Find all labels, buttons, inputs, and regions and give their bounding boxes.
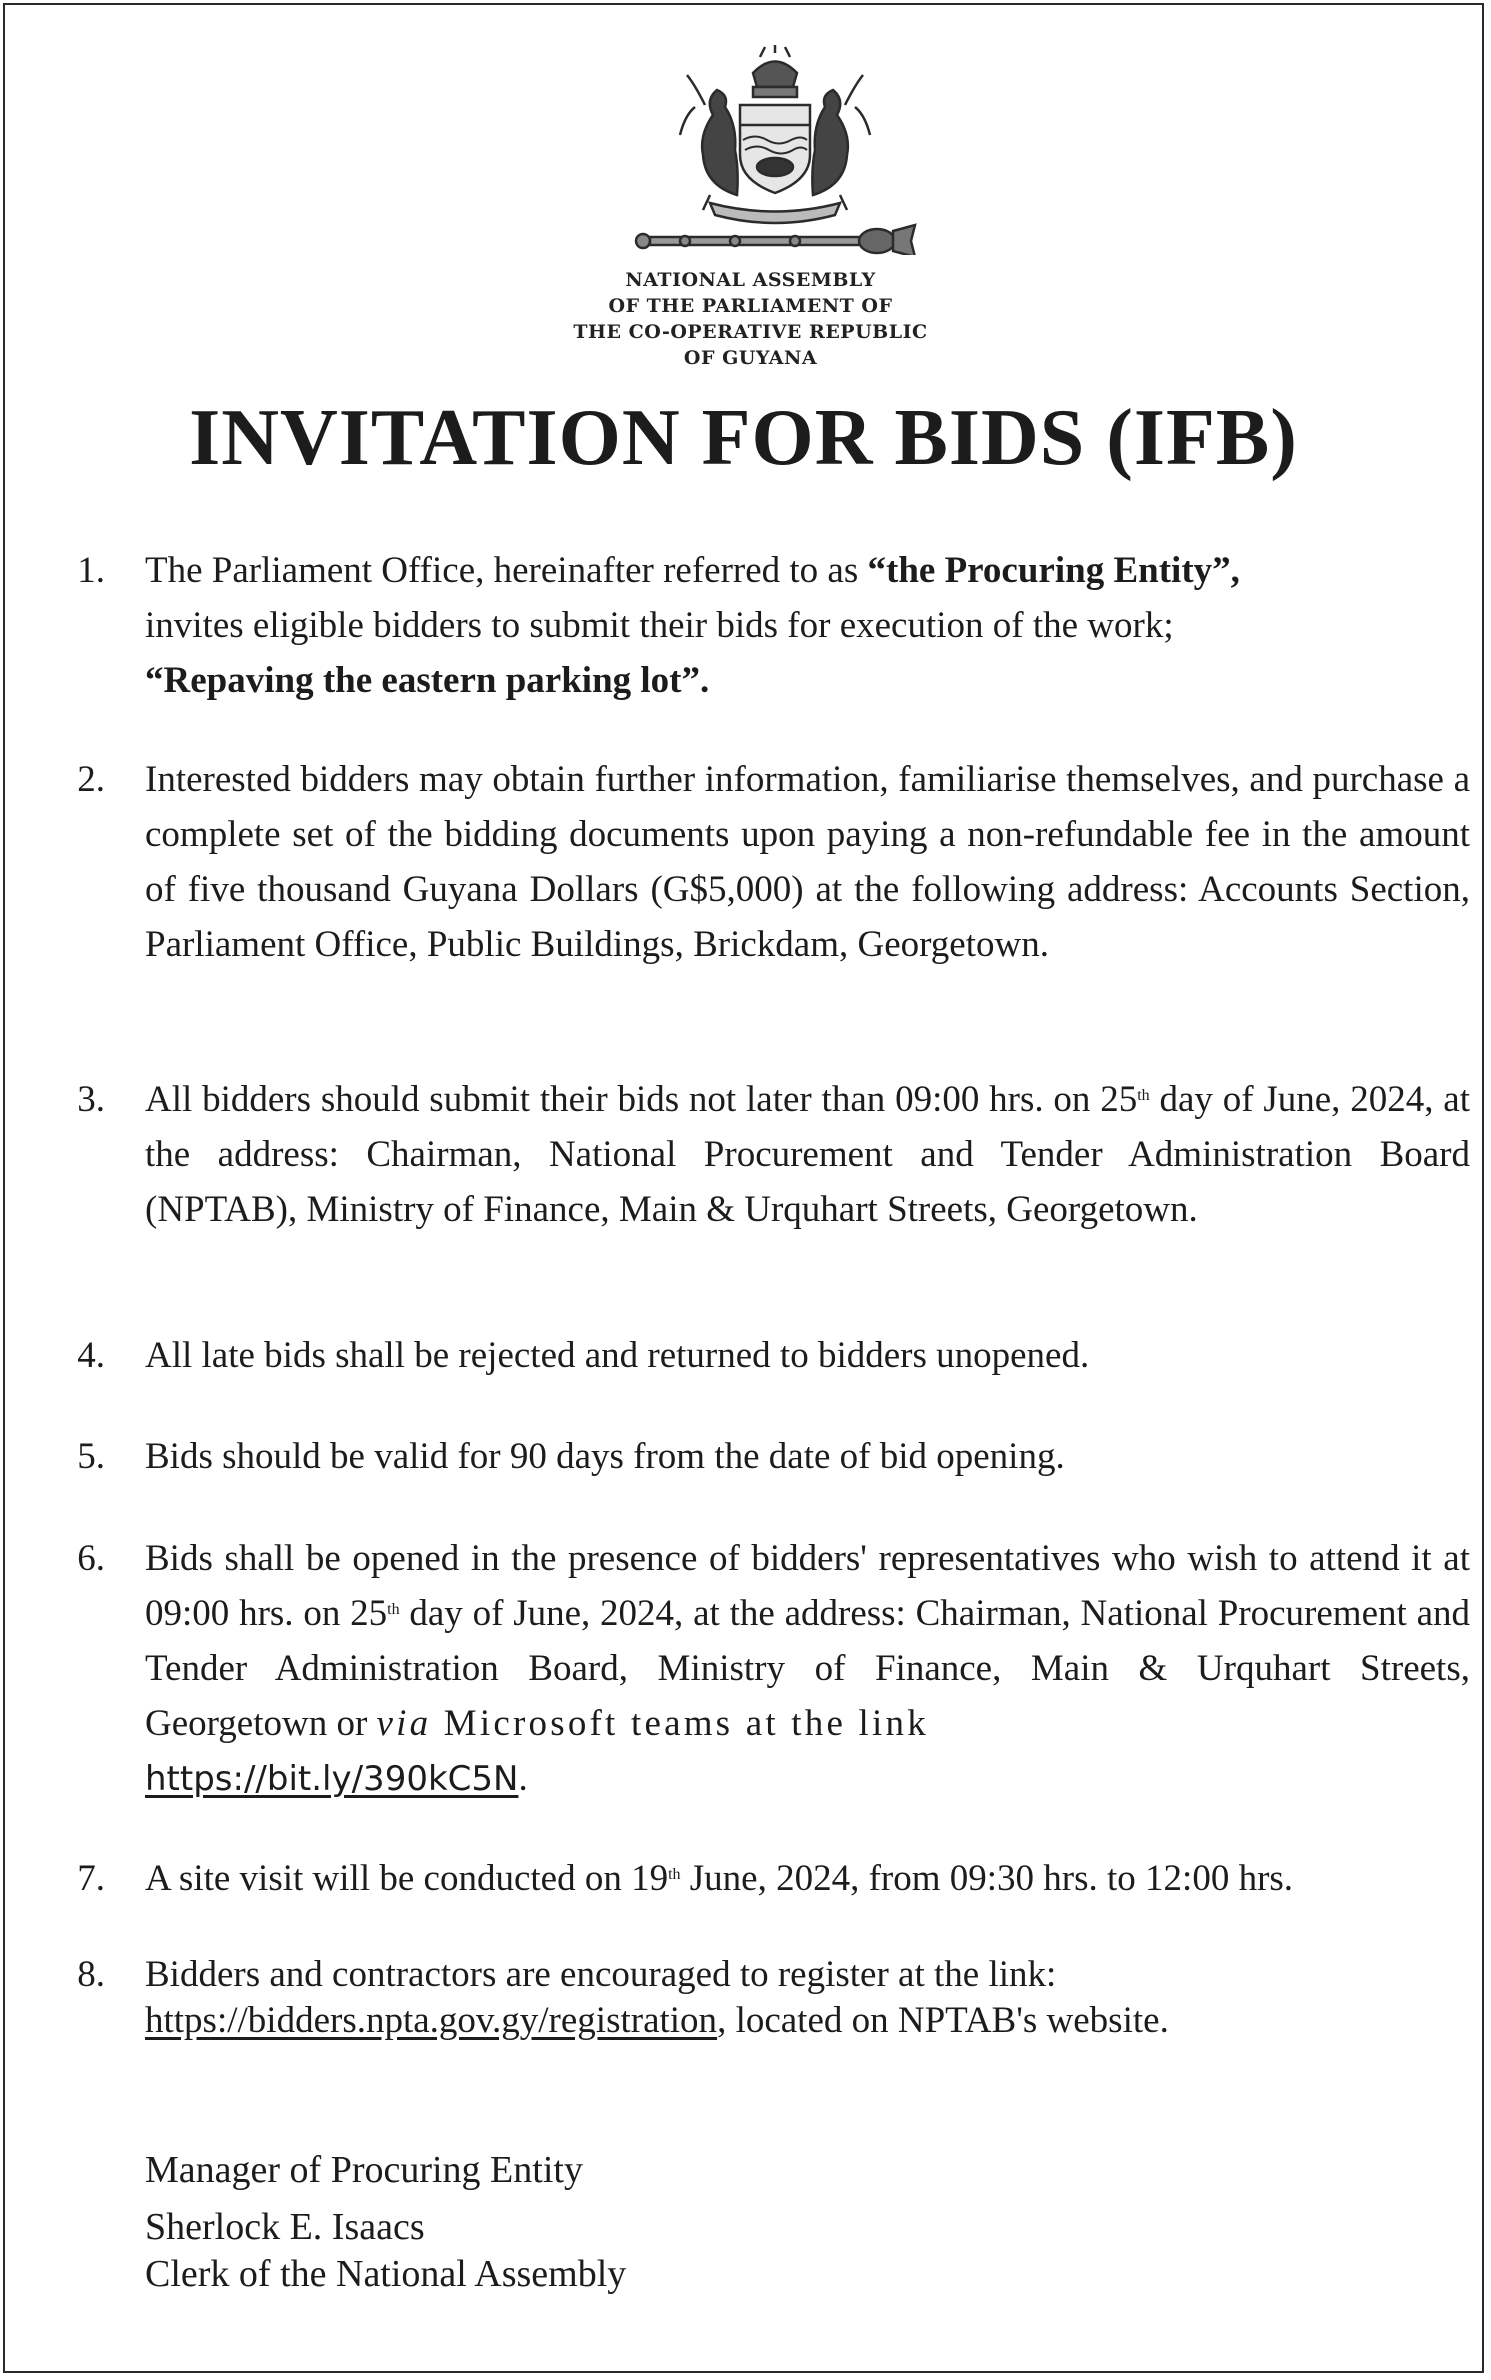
teams-link[interactable]: https://bit.ly/390kC5N	[145, 1759, 519, 1799]
item-text-part: The Parliament Office, hereinafter referred to as	[145, 550, 868, 591]
notice-frame	[3, 3, 1484, 2373]
item-text: Bids should be valid for 90 days from the date of bid opening.	[145, 1436, 1065, 1477]
item-text-part: Microsoft teams at the link	[431, 1703, 929, 1744]
item-text-part: A site visit will be conducted on 19	[145, 1858, 669, 1899]
item-text-part: June, 2024, from 09:30 hrs. to 12:00 hrs.	[680, 1858, 1294, 1899]
item-number: 6.	[77, 1538, 105, 1579]
item-text-part: .	[518, 1758, 528, 1799]
procuring-entity-term: “the Procuring Entity”,	[867, 550, 1240, 591]
item-number: 1.	[77, 550, 105, 591]
registration-link[interactable]: https://bidders.npta.gov.gy/registration	[145, 2000, 718, 2041]
assembly-line: THE CO-OPERATIVE REPUBLIC	[573, 321, 928, 343]
item-text-part: Bids shall be opened in the presence of bidders' representatives who wish to attend it at 09:00 hrs. on 25	[145, 1538, 1470, 1634]
item-text	[145, 1531, 1470, 1807]
item-text	[145, 1851, 1470, 1906]
ordinal-suffix: th	[668, 1866, 681, 1883]
item-text-part: All bidders should submit their bids not later than 09:00 hrs. on 25	[145, 1079, 1138, 1120]
item-text-part: , located on NPTAB's website.	[717, 2000, 1169, 2041]
assembly-line: OF GUYANA	[683, 347, 818, 369]
item-text	[145, 543, 1470, 708]
signature-position: Clerk of the National Assembly	[145, 2253, 627, 2295]
item-text-part: Bidders and contractors are encouraged to register at the link:	[145, 1954, 1057, 1995]
work-title: “Repaving the eastern parking lot”.	[145, 660, 710, 701]
item-text	[145, 1072, 1470, 1237]
item-text-part: invites eligible bidders to submit their bids for execution of the work;	[145, 605, 1174, 646]
item-text-part: day of June, 2024, at the address: Chairman, National Procurement and Tender Administration Board, Ministry of Finance, Main & Urquhart Streets, Georgetown or	[145, 1593, 1470, 1744]
item-number: 4.	[77, 1335, 105, 1376]
via-word: via	[376, 1703, 432, 1744]
signature-name: Sherlock E. Isaacs	[145, 2206, 425, 2248]
assembly-heading	[565, 267, 936, 371]
coat-of-arms-emblem	[625, 45, 925, 255]
item-number: 3.	[77, 1079, 105, 1120]
item-number: 8.	[77, 1954, 105, 1995]
item-text: Interested bidders may obtain further information, familiarise themselves, and purchase a complete set of the bidding documents upon paying a non-refundable fee in the amount of five thousand Guyana Dollars (G$5,000) at the following address: Accounts Section, Parliament Office, Public Buildings, Brickdam, Georgetown.	[145, 759, 1470, 965]
item-text: All late bids shall be rejected and returned to bidders unopened.	[145, 1335, 1090, 1376]
item-text	[145, 1952, 1470, 2044]
assembly-line: NATIONAL ASSEMBLY	[625, 269, 876, 291]
page-title: INVITATION FOR BIDS (IFB)	[189, 394, 1298, 482]
ordinal-suffix: th	[387, 1601, 400, 1618]
item-number: 5.	[77, 1436, 105, 1477]
assembly-line: OF THE PARLIAMENT OF	[608, 295, 893, 317]
signature-role: Manager of Procuring Entity	[145, 2149, 583, 2191]
item-text-part: day of June, 2024, at the address: Chairman, National Procurement and Tender Administration Board (NPTAB), Ministry of Finance, Main & Urquhart Streets, Georgetown.	[145, 1079, 1470, 1230]
item-number: 7.	[77, 1858, 105, 1899]
ordinal-suffix: th	[1137, 1087, 1150, 1104]
item-number: 2.	[77, 759, 105, 800]
